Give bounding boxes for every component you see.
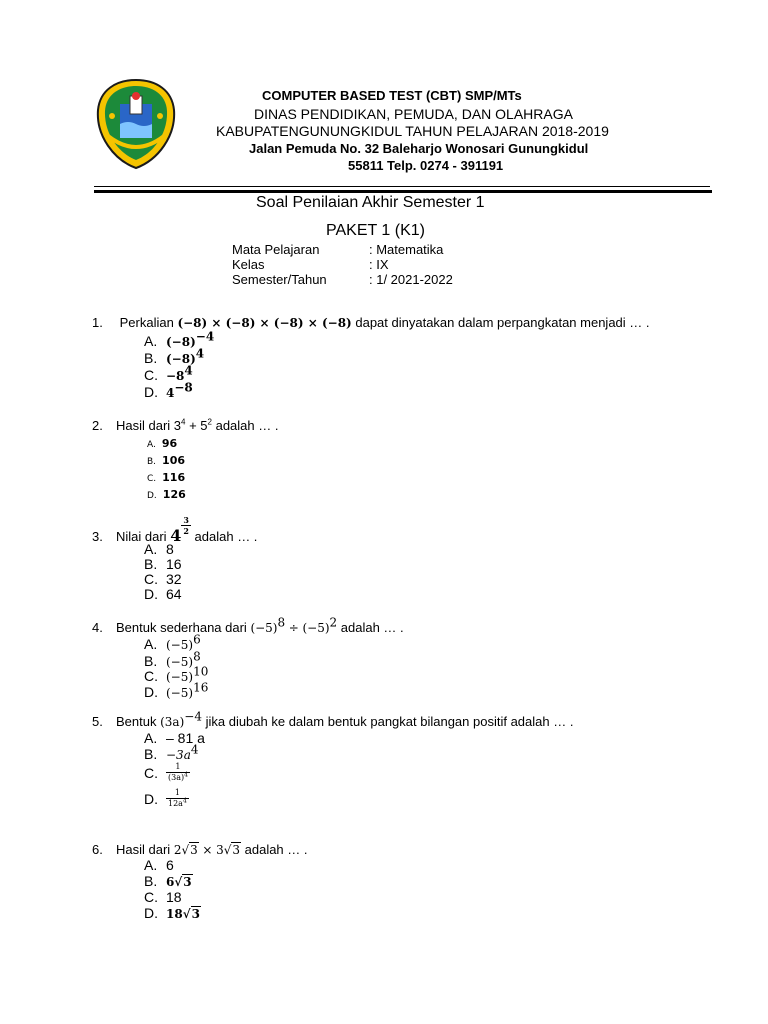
option-fraction	[166, 788, 189, 809]
q6-option-b[interactable]	[144, 873, 193, 889]
option-exponent: 8	[193, 649, 201, 664]
denominator-exponent: 4	[182, 797, 187, 805]
option-label: D.	[144, 790, 158, 807]
coefficient: 18	[166, 907, 183, 921]
option-exponent: 10	[193, 664, 209, 679]
q3-option-a[interactable]	[144, 541, 174, 557]
option-label: C.	[144, 668, 158, 684]
question-text: jika diubah ke dalam bentuk pangkat bilangan positif adalah … .	[205, 714, 574, 729]
exponent: 2	[207, 417, 212, 427]
header-cbt: COMPUTER BASED TEST (CBT) SMP/MTs	[262, 88, 522, 103]
q3-option-d[interactable]	[144, 586, 182, 602]
sqrt-symbol: √3	[181, 843, 198, 857]
exponent: 4	[181, 417, 186, 427]
exponent-numerator: 3	[183, 515, 189, 526]
option-label: C.	[144, 367, 158, 383]
option-value: 96	[161, 437, 178, 450]
question-number: 4.	[92, 620, 103, 635]
q2-option-b[interactable]	[147, 454, 185, 467]
coefficient: 6	[166, 875, 175, 889]
question-text: adalah … .	[194, 529, 258, 544]
header-divider-thick	[94, 190, 712, 193]
radicand: 3	[191, 907, 200, 921]
option-value: 64	[166, 586, 182, 602]
question-expression: (−8) × (−8) × (−8) × (−8)	[177, 316, 352, 330]
option-value: 16	[166, 556, 182, 572]
header-phone: 55811 Telp. 0274 - 391191	[348, 158, 504, 173]
header-address: Jalan Pemuda No. 32 Baleharjo Wonosari Gunungkidul	[249, 141, 589, 156]
option-label: D.	[144, 905, 158, 921]
option-label: C.	[144, 764, 158, 781]
question-6	[92, 842, 308, 857]
option-label: A.	[147, 440, 156, 450]
q6-option-d[interactable]	[144, 905, 201, 921]
exponent-denominator: 2	[183, 526, 189, 537]
q4-option-d[interactable]	[144, 680, 209, 700]
exponent: 8	[277, 615, 286, 630]
question-text: adalah … .	[244, 842, 308, 857]
info-label-class: Kelas	[232, 257, 265, 272]
option-label: B.	[144, 746, 158, 762]
radicand: 3	[232, 843, 240, 857]
option-exponent: 6	[193, 632, 201, 647]
info-value-semester: : 1/ 2021-2022	[369, 272, 453, 287]
sqrt-symbol: √3	[174, 875, 192, 889]
power-base: (−5)	[302, 621, 330, 635]
option-label: D.	[144, 684, 158, 700]
option-value: 126	[162, 488, 186, 501]
option-value: 106	[162, 454, 186, 467]
option-base: −3a	[166, 748, 191, 762]
fractional-exponent	[181, 515, 191, 536]
question-number: 5.	[92, 714, 103, 729]
q1-option-b[interactable]	[144, 346, 205, 366]
option-label: B.	[144, 350, 158, 366]
option-label: B.	[147, 457, 157, 467]
question-number: 6.	[92, 842, 103, 857]
question-number: 2.	[92, 418, 103, 433]
option-value: 18	[166, 889, 182, 905]
q3-option-b[interactable]	[144, 556, 182, 572]
denominator-base: 12a	[168, 799, 183, 808]
regency-logo	[94, 76, 178, 172]
option-base: (−8)	[166, 335, 196, 349]
question-text: Hasil dari	[116, 842, 171, 857]
question-5	[92, 709, 574, 729]
q5-option-c[interactable]	[144, 762, 190, 783]
sqrt-symbol: √3	[223, 843, 240, 857]
denominator-exponent: 4	[184, 771, 188, 779]
question-text: Bentuk sederhana dari	[116, 620, 247, 635]
question-text: Bentuk	[116, 714, 157, 729]
option-exponent: 4	[195, 346, 205, 361]
fraction-denominator	[166, 799, 189, 809]
option-label: B.	[144, 556, 158, 572]
option-exponent: −4	[195, 329, 215, 344]
option-label: A.	[144, 541, 158, 557]
question-1	[92, 315, 650, 330]
question-2	[92, 418, 278, 433]
power-base: (3a)	[160, 715, 185, 729]
option-exponent: −8	[174, 380, 193, 395]
option-label: A.	[144, 730, 158, 746]
option-base: (−5)	[166, 686, 194, 700]
paket-title: PAKET 1 (K1)	[326, 222, 425, 239]
option-exponent: 16	[193, 680, 209, 695]
question-text: adalah … .	[211, 418, 279, 433]
q2-option-d[interactable]	[147, 488, 186, 501]
option-label: C.	[144, 889, 158, 905]
question-number: 1.	[92, 315, 103, 330]
denominator-base: (3a)	[168, 773, 185, 782]
q3-option-c[interactable]	[144, 571, 182, 587]
option-label: B.	[144, 873, 158, 889]
option-value: 116	[162, 471, 186, 484]
fraction-numerator: 1	[166, 788, 189, 799]
option-label: D.	[147, 491, 157, 501]
option-label: D.	[144, 586, 158, 602]
coefficient: 3	[216, 843, 224, 857]
option-value: 8	[166, 541, 174, 557]
option-label: A.	[144, 857, 158, 873]
option-fraction	[166, 762, 190, 783]
q5-option-b[interactable]	[144, 742, 199, 762]
question-text: Hasil dari 3	[116, 418, 182, 433]
option-value: 6	[166, 857, 174, 873]
info-value-subject: : Matematika	[369, 242, 444, 257]
question-text: + 5	[185, 418, 208, 433]
fraction-numerator: 1	[166, 762, 190, 773]
option-label: D.	[144, 384, 158, 400]
info-value-class: : IX	[369, 257, 389, 272]
option-base: (−8)	[166, 352, 196, 366]
exponent: −4	[184, 709, 202, 724]
multiply-operator: ×	[202, 843, 213, 857]
option-base: (−5)	[166, 670, 194, 684]
header-dinas: DINAS PENDIDIKAN, PEMUDA, DAN OLAHRAGA	[254, 106, 573, 122]
power-base: 4	[170, 526, 182, 545]
header-kabupaten: KABUPATENGUNUNGKIDUL TAHUN PELAJARAN 2018-2019	[216, 123, 609, 139]
option-exponent: 4	[190, 742, 199, 757]
q6-option-c[interactable]	[144, 889, 182, 905]
radicand: 3	[183, 875, 192, 889]
option-base: −8	[166, 369, 185, 383]
option-label: A.	[144, 636, 158, 652]
option-value: – 81 a	[166, 730, 205, 746]
option-label: B.	[144, 653, 158, 669]
option-label: A.	[144, 333, 158, 349]
q2-option-c[interactable]	[147, 471, 185, 484]
option-label: C.	[147, 474, 157, 484]
option-exponent: 4	[184, 363, 193, 378]
q2-option-a[interactable]	[147, 437, 177, 450]
sqrt-symbol: √3	[182, 907, 200, 921]
info-label-semester: Semester/Tahun	[232, 272, 327, 287]
option-label: C.	[144, 571, 158, 587]
question-text: Perkalian	[119, 315, 174, 330]
q5-option-d[interactable]	[144, 788, 189, 809]
question-4	[92, 615, 404, 635]
question-text: dapat dinyatakan dalam perpangkatan menjadi … .	[355, 315, 650, 330]
q1-option-d[interactable]	[144, 380, 193, 400]
exponent: 2	[329, 615, 338, 630]
question-text: Nilai dari	[116, 529, 167, 544]
header-divider-thin	[94, 186, 710, 187]
q6-option-a[interactable]	[144, 857, 174, 873]
info-label-subject: Mata Pelajaran	[232, 242, 320, 257]
option-value: 32	[166, 571, 182, 587]
option-base: (−5)	[166, 638, 194, 652]
page-title: Soal Penilaian Akhir Semester 1	[256, 194, 485, 211]
power-base: (−5)	[250, 621, 278, 635]
question-text: adalah … .	[340, 620, 404, 635]
option-base: (−5)	[166, 655, 194, 669]
divide-operator: ÷	[288, 621, 299, 635]
question-3	[92, 515, 258, 548]
question-number: 3.	[92, 529, 103, 544]
option-base: 4	[166, 386, 175, 400]
coefficient: 2	[173, 843, 182, 857]
fraction-denominator	[166, 773, 190, 783]
radicand: 3	[190, 843, 198, 857]
